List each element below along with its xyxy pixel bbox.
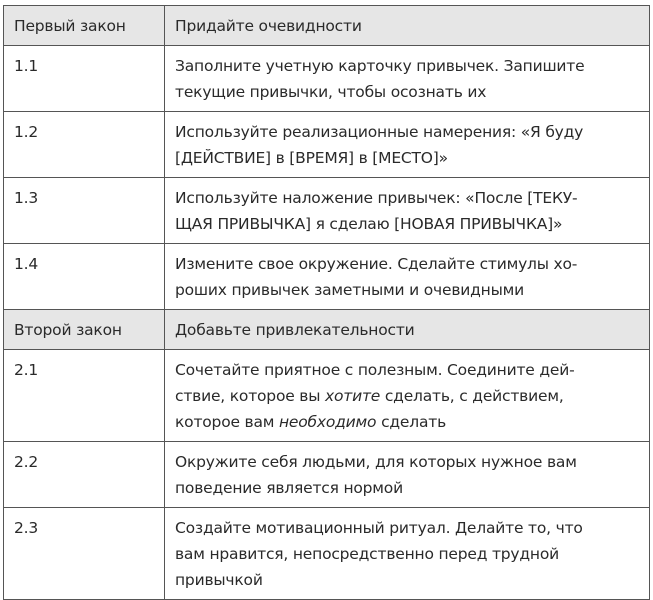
table-row [4,178,650,244]
table-row [4,508,650,600]
law-title: Добавьте привлекательности [165,310,650,350]
row-number: 2.2 [4,442,165,508]
row-text: Окружите себя людьми, для которых нужное вам поведение является нормой [165,442,650,508]
section-header-row [4,6,650,46]
row-text: Сочетайте приятное с полезным. Соедините дей- ствие, которое вы хотите сделать, с действием, которое вам необходимо сделать [165,350,650,442]
row-text: Измените свое окружение. Сделайте стимулы хо- роших привычек заметными и очевидными [165,244,650,310]
row-number: 2.1 [4,350,165,442]
row-text: Создайте мотивационный ритуал. Делайте то, что вам нравится, непосредственно перед трудной привычкой [165,508,650,600]
law-label: Первый закон [4,6,165,46]
habits-laws-table [3,5,650,600]
table-row [4,244,650,310]
row-text: Заполните учетную карточку привычек. Запишите текущие привычки, чтобы осознать их [165,46,650,112]
row-number: 1.2 [4,112,165,178]
row-number: 1.3 [4,178,165,244]
table-row [4,442,650,508]
table-row [4,350,650,442]
row-number: 1.1 [4,46,165,112]
law-label: Второй закон [4,310,165,350]
row-text: Используйте наложение привычек: «После [ТЕКУ- ЩАЯ ПРИВЫЧКА] я сделаю [НОВАЯ ПРИВЫЧКА]» [165,178,650,244]
table-row [4,112,650,178]
law-title: Придайте очевидности [165,6,650,46]
row-number: 1.4 [4,244,165,310]
table-row [4,46,650,112]
row-number: 2.3 [4,508,165,600]
row-text: Используйте реализационные намерения: «Я буду [ДЕЙСТВИЕ] в [ВРЕМЯ] в [МЕСТО]» [165,112,650,178]
section-header-row [4,310,650,350]
